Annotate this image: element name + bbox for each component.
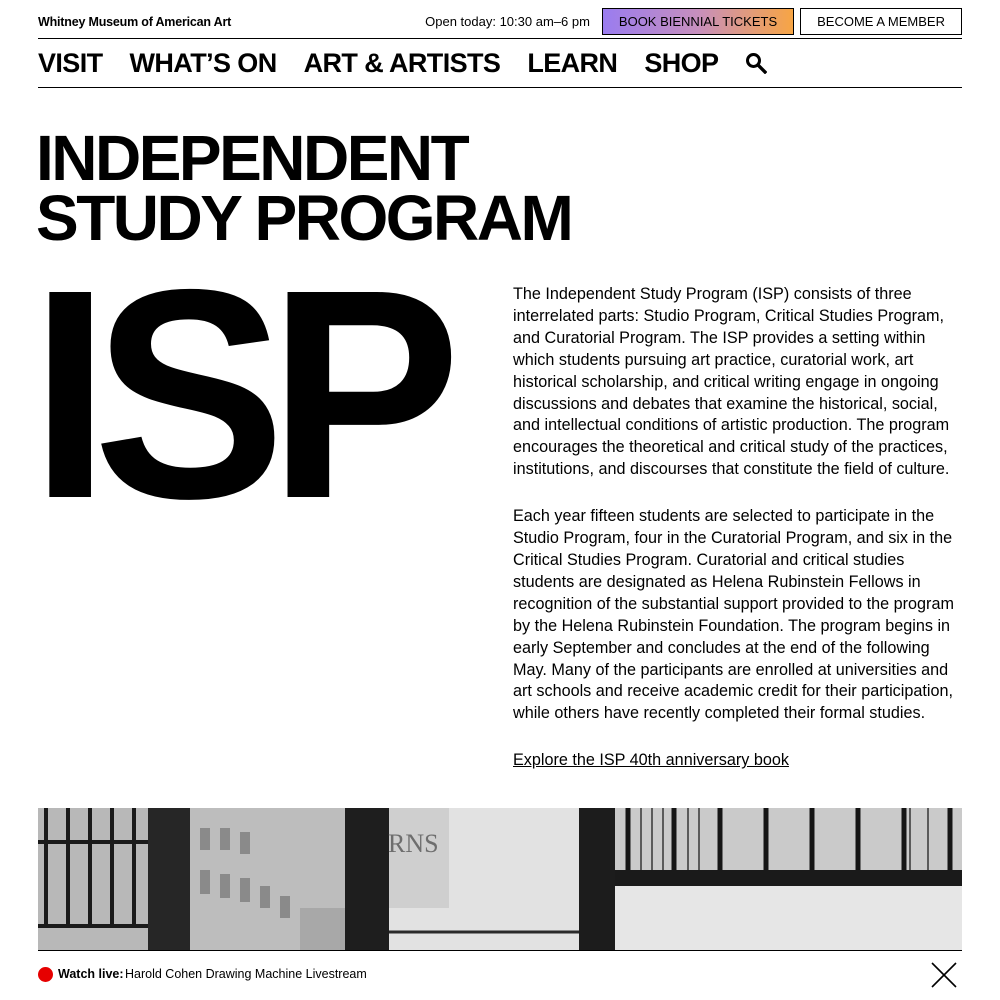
main-nav: [38, 42, 767, 84]
isp-logo: ISP: [30, 228, 444, 561]
livestream-link[interactable]: Harold Cohen Drawing Machine Livestream: [125, 967, 367, 981]
program-description: [513, 284, 965, 797]
description-paragraph-2: Each year fifteen students are selected to participate in the Studio Program, four in the Curatorial Program, and six in the Critical Studies Program. Curatorial and critical studies students are designated as Helena Rubinstein Fellows in recognition of the substantial support provided to the program by the Helena Rubinstein Foundation. The program begins in early September and concludes at the end of the following May. Many of the participants are enrolled at universities and art schools and receive academic credit for their participation, while others have recently completed their formal studies.: [513, 507, 954, 723]
anniversary-book-link[interactable]: Explore the ISP 40th anniversary book: [513, 751, 789, 770]
utility-bar: [38, 5, 962, 38]
program-photo: [38, 808, 962, 950]
nav-item-art-artists[interactable]: ART & ARTISTS: [303, 47, 501, 78]
photo-artwork: [38, 808, 962, 950]
museum-name[interactable]: Whitney Museum of American Art: [38, 14, 232, 29]
close-icon[interactable]: [930, 961, 958, 989]
nav-item-shop[interactable]: SHOP: [644, 47, 719, 78]
nav-item-whats-on[interactable]: WHAT’S ON: [129, 47, 277, 78]
header-divider: [38, 38, 962, 39]
photo-sign-text: RNS: [388, 829, 439, 858]
become-member-button[interactable]: BECOME A MEMBER: [800, 8, 962, 35]
description-paragraph-1: The Independent Study Program (ISP) consists of three interrelated parts: Studio Program, Critical Studies Program, and Curatorial Program. The ISP provides a setting within which students pursuing art practice, curatorial work, art historical scholarship, and critical writing engage in ongoing discussions and debates that examine the historical, social, and intellectual conditions of artistic production. The program encourages the theoretical and critical study of the practices, institutions, and discourses that constitute the field of culture.: [513, 285, 950, 479]
live-indicator-icon: [38, 967, 53, 982]
nav-item-visit[interactable]: VISIT: [38, 47, 103, 78]
book-tickets-button[interactable]: BOOK BIENNIAL TICKETS: [602, 8, 794, 35]
page-title-line-2: STUDY PROGRAM: [36, 182, 572, 254]
watch-live-label: Watch live:: [58, 967, 124, 981]
utility-actions: [425, 8, 962, 35]
nav-divider: [38, 87, 962, 88]
nav-item-learn[interactable]: LEARN: [527, 47, 618, 78]
opening-hours: Open today: 10:30 am–6 pm: [425, 14, 590, 29]
page-title-line-1: INDEPENDENT: [36, 122, 468, 194]
live-banner-divider: [38, 950, 962, 951]
search-icon[interactable]: [745, 52, 767, 74]
